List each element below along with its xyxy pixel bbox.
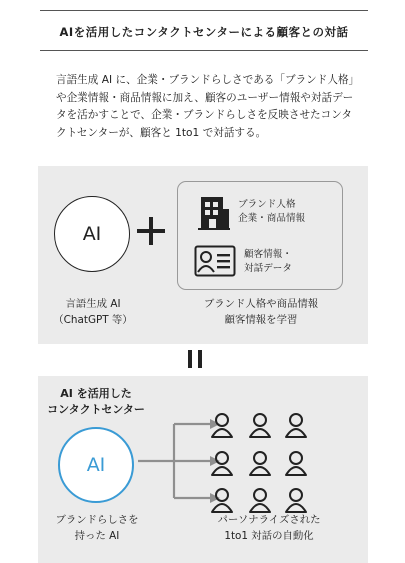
equals-icon (188, 350, 202, 368)
branded-ai-label: AI (86, 454, 106, 476)
brand-info-label: ブランド人格 企業・商品情報 (238, 199, 306, 224)
person-icon (284, 450, 308, 476)
inputs-panel (38, 166, 368, 344)
person-icon (284, 487, 308, 513)
info-box (177, 181, 343, 290)
branded-ai-caption: ブランドらしさを 持った AI (55, 514, 139, 542)
person-icon (210, 412, 234, 438)
branded-ai-circle (58, 427, 134, 503)
learning-caption: ブランド人格や商品情報 顧客情報を学習 (203, 298, 319, 326)
person-icon (248, 412, 272, 438)
top-rule (40, 10, 368, 11)
plus-icon (134, 214, 168, 248)
person-icon (248, 450, 272, 476)
person-icon (210, 450, 234, 476)
diagram-title: AIを活用したコンタクトセンターによる顧客との対話 (59, 25, 349, 39)
personalized-caption: パーソナライズされた 1to1 対話の自動化 (217, 514, 321, 542)
ai-label: AI (82, 223, 102, 245)
person-icon (248, 487, 272, 513)
intro-paragraph: 言語生成 AI に、企業・ブランドらしさである「ブランド人格」や企業情報・商品情報に加え、顧客のユーザー情報や対話データを活かすことで、企業・ブランドらしさを反映させたコンタクトセンターが、顧客と 1to1 で対話する。 (56, 74, 354, 139)
person-icon (210, 487, 234, 513)
contact-center-panel (38, 376, 368, 563)
person-icon (284, 412, 308, 438)
customer-info-label: 顧客情報・ 対話データ (244, 249, 292, 274)
contact-center-title: AI を活用した コンタクトセンター (47, 387, 145, 416)
ai-caption: 言語生成 AI （ChatGPT 等） (53, 298, 133, 326)
id-card-icon (194, 245, 236, 277)
ai-circle (54, 196, 130, 272)
title-underline-rule (40, 50, 368, 51)
building-icon (198, 195, 230, 231)
